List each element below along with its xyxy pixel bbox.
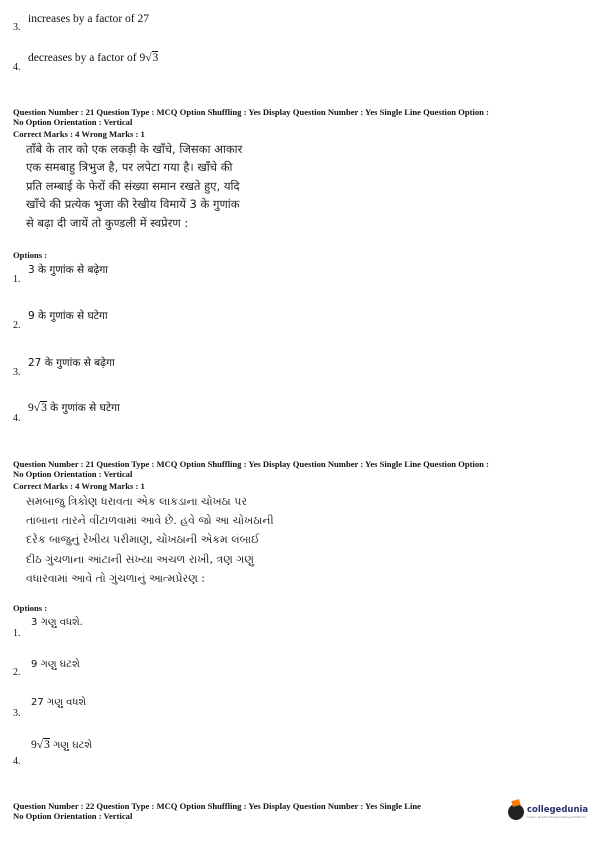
option-number: 1. (13, 628, 21, 639)
option-text: 9 के गुणांक से घटेगा (28, 310, 108, 322)
question-header: Question Number : 21 Question Type : MCQ Option Shuffling : Yes Display Question Number : Yes Single Line Question Option : (13, 459, 489, 469)
question-header-cont: No Option Orientation : Vertical (13, 469, 133, 479)
option-text: 9√3 ગણુ ઘટશે (31, 739, 93, 751)
option-text: 9 ગણુ ઘટશે (31, 659, 80, 670)
option-text: 9√3 के गुणांक से घटेगा (28, 402, 120, 414)
option-number: 4. (13, 756, 21, 767)
option-text: 3 ગણુ વધશે. (31, 617, 83, 628)
question-header-cont: No Option Orientation : Vertical (13, 117, 133, 127)
question-header-cont: No Option Orientation : Vertical (13, 811, 133, 821)
option-number: 3. (13, 367, 21, 378)
question-header: Question Number : 22 Question Type : MCQ Option Shuffling : Yes Display Question Number : Yes Single Line (13, 801, 421, 811)
marks-line: Correct Marks : 4 Wrong Marks : 1 (13, 481, 145, 491)
option-text: 27 ગણુ વધશે (31, 697, 87, 708)
marks-line: Correct Marks : 4 Wrong Marks : 1 (13, 129, 145, 139)
option-text: increases by a factor of 27 (28, 13, 150, 25)
option-number: 3. (13, 708, 21, 719)
option-text: decreases by a factor of 9√3 (28, 52, 159, 64)
collegedunia-logo (508, 797, 592, 827)
question-text: ताँबे के तार को एक लकड़ी के खाँचे, जिसका आकार एक समबाहु त्रिभुज है, पर लपेटा गया है। खाँचे की प्रति लम्बाई के फेरों की संख्या समान रखते हुए, यदि खाँचे की प्रत्येक भुजा की रेखीय विमायें 3 के गुणांक से बढ़ा दी जायें तो कुण्डली में स्वप्रेरण : (26, 142, 243, 230)
options-label: Options : (13, 250, 48, 260)
option-number: 1. (13, 274, 21, 285)
question-header: Question Number : 21 Question Type : MCQ Option Shuffling : Yes Display Question Number : Yes Single Line Question Option : (13, 107, 489, 117)
logo-name: collegedunia (527, 805, 589, 815)
option-number: 2. (13, 667, 21, 678)
option-number: 2. (13, 320, 21, 331)
question-text: સમબાજુ ત્રિકોણ ધરાવતા એક લાકડાના ચોખઠા પર તાંબાના તારને વીંટાળવામાં આવે છે. હવે જો આ ચોખઠાની દરેક બાજુનું રેખીય પરીમાણ, ચોખઠાની એકમ લંબાઈ દીઠ ગુંચળાના આંટાની સંખ્યા અચળ રાખી, ત્રણ ગણું વધારવામાં આવે તો ગુંચળાનું આત્મપ્રેરણ : (26, 495, 274, 585)
option-text: 3 के गुणांक से बढ़ेगा (28, 264, 109, 276)
option-number: 3. (13, 22, 21, 33)
logo-tagline: India's largest Student Review Platform (527, 815, 587, 819)
graduation-cap-icon (508, 804, 524, 820)
option-text: 27 के गुणांक से बढ़ेगा (28, 357, 115, 369)
option-number: 4. (13, 62, 21, 73)
options-label: Options : (13, 603, 48, 613)
option-number: 4. (13, 413, 21, 424)
